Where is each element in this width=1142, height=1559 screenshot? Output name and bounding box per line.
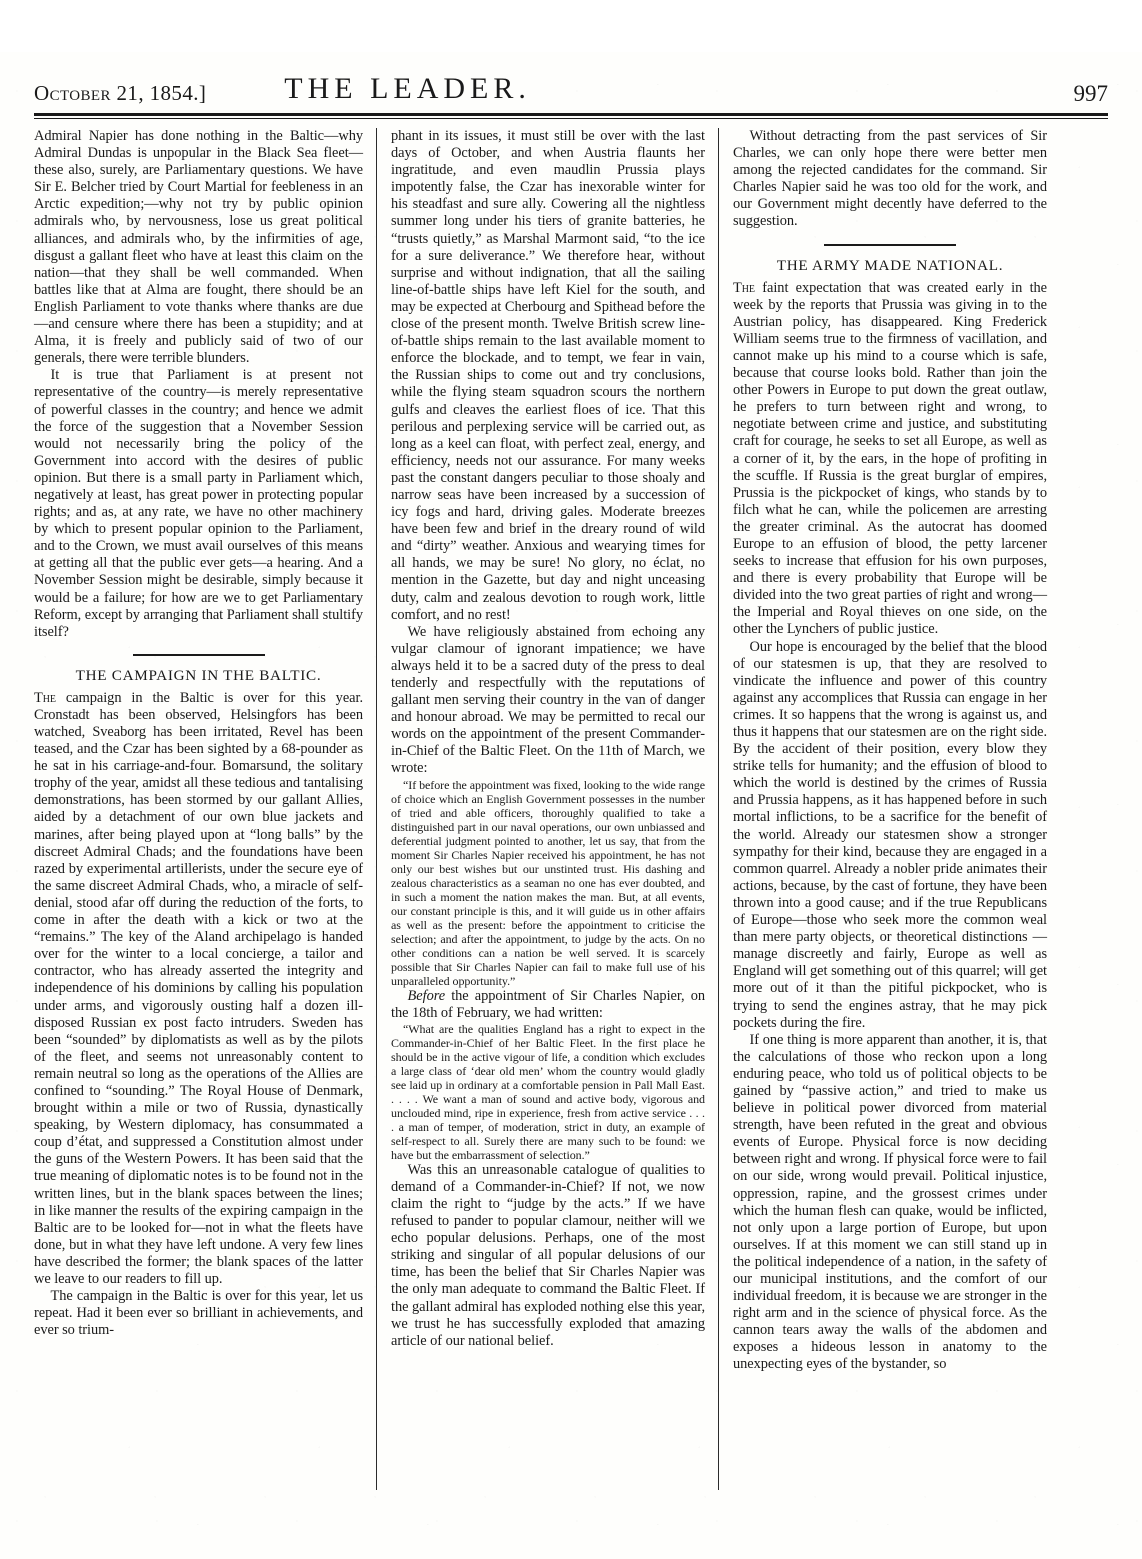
article-heading: THE CAMPAIGN IN THE BALTIC. <box>75 666 322 684</box>
body-paragraph <box>391 624 705 778</box>
masthead <box>34 52 1108 108</box>
section-divider-rule <box>824 244 956 246</box>
body-paragraph <box>34 690 363 1288</box>
paragraph-text: Our hope is encouraged by the belief that the blood of our statesmen is up, that they are resolved to vindicate the influence and power of this country against any accomplices that Russia can engage in her crimes. It so happens that the wrong is against us, and thus it happens that our statesmen are on the right side. By the accident of their position, every blow they strike tells for humanity; and the effusion of blood to which the world is destined by the crimes of Russia and Prussia happens, as it has happened before in such mortal inflictions, to be a sacrifice for the benefit of the world. Already our statesmen show a stronger sympathy for their kind, because they are engaged in a common quarrel. Already a nobler pride animates their actions, because, by the cast of fortune, they have been thrown into a good cause; and if the true Republicans of Europe—those who seek more the common weal than mere party objects, or theoretical distinctions — manage discreetly and fairly, Europe as well as England will get something out of this quarrel; will get more out of it than the pitiful pickpocket, who is trying to send the engines astray, that he may pick pockets during the fire. <box>733 638 1047 1031</box>
masthead-rule-thick <box>34 113 1108 116</box>
page-number: 997 <box>1073 81 1108 106</box>
body-paragraph <box>34 1288 363 1339</box>
paragraph-text: It is true that Parliament is at present not representative of the country—is merely representative of powerful classes in the country; and hence we admit the force of the suggestion that a November Session would not necessarily bring the policy of the Government into accord with the desires of public opinion. But there is a small party in Parliament which, negatively at least, has great power in protecting popular rights; and as, at any rate, we have no other machinery by which to present popular opinion to the Parliament, and to the Crown, we must avail ourselves of this means at getting all that the public ever gets—a hearing. And a November Session might be desirable, simply because it would be a failure; for how are we to get Parliamentary Reform, except by arranging that Parliament shall stultify itself? <box>34 367 363 640</box>
body-paragraph <box>391 1162 705 1350</box>
paragraph-text: the appointment of Sir Charles Napier, on the 18th of February, we had written: <box>391 987 705 1021</box>
quoted-extract-paragraph <box>391 1022 705 1162</box>
body-paragraph <box>733 1032 1047 1374</box>
column-3 <box>718 128 1047 1490</box>
paragraph-text: “What are the qualities England has a right to expect in the Commander-in-Chief of her Baltic Fleet. In the first place he should be in the active vigour of life, a condition which excludes a large class of ‘dear old men’ whom the country would gladly see laid up in ordinary at a comfortable pension in Pall Mall East. . . . . We want a man of sound and active body, vigorous and unclouded mind, ripe in experience, fresh from active service . . . . a man of temper, of moderation, strict in duty, an example of self-respect to all. Surely there are many such to be found: we have but the embarrassment of selection.” <box>391 1021 705 1162</box>
paragraph-text: Admiral Napier has done nothing in the Baltic—why Admiral Dundas is unpopular in the Black Sea fleet—these also, surely, are Parliamentary questions. We have Sir E. Belcher tried by Court Martial for feebleness in an Arctic expedition;—why not try by public opinion admirals who, by nervousness, lose us great political alliances, and admirals who, by the infirmities of age, disgust a gallant fleet who have at least this claim on the nation—that they shall be well commanded. When battles like that at Alma are fought, there should be an English Parliament to vote thanks where thanks are due—and censure where there has been a stupidity; and at Alma, it is freely and publicly said of two of our generals, there were terrible blunders. <box>34 128 363 367</box>
paragraph-text: campaign in the Baltic is over for this year. Cronstadt has been observed, Helsingfors has been watched, Sveaborg has been irritated, Revel has been teased, and the Czar has been sighted by a 68-pounder as he sat in his carriage-and-four. Bomarsund, the solitary trophy of the year, amidst all these tedious and tantalising demonstrations, has been stormed by our gallant Allies, aided by a detachment of our own blue jackets and marines, after being played upon at “long balls” by the discreet Admiral Chads; and the foundations have been razed by experimental artillerists, under the secure eye of the same discreet Admiral Chads, who, a miracle of self-denial, stood afar off during the reduction of the forts, to come in after the death with a kick or two at the “remains.” The key of the Aland archipelago is handed over for the winter to a local concierge, a tailor and contractor, who has already asserted the integrity and independence of his dominions by calling his population under arms, and vigorously ousting half a dozen ill-disposed Russian ex post facto intruders. Sweden has been “sounded” by diplomatists as well as by the pilots of the fleet, and seems not unreasonably content to remain neutral so long as the operations of the Allies are confined to “sounding.” The Royal House of Denmark, brought within a mile or two of Russia, dynastically speaking, by Western diplomacy, has consummated a coup d’état, and suppressed a Constitution almost under the guns of the Western Powers. It has been said that the true meaning of diplomatic notes is to be found not in the written lines, but in the blank spaces between the lines; in like manner the results of the expiring campaign in the Baltic are to be looked for—not in what the fleets have done, but in what they have left undone. A very few lines have described the former; the blank spaces of the latter we leave to our readers to fill up. <box>34 689 363 1287</box>
paragraph-text: If one thing is more apparent than another, it is, that the calculations of those who reckon upon a long enduring peace, who told us of political objects to be gained by “passive action,” and tried to make us believe in political power divorced from material strength, have been refuted in the great and obvious events of Europe. Physical force is now deciding between right and wrong. If physical force were to fail on our side, wrong would prevail. Political injustice, oppression, rapine, and the grossest crimes under which the human flesh can quake, would be inflicted, not only upon a large portion of Europe, but upon ourselves. If at this moment we can still stand up in the political independence of a nation, in the safety of our municipal institutions, and the comfort of our individual freedom, it is because we are stronger in the right arm and in the science of physical force. As the cannon tears away the walls of the abdomen and exposes a hideous lesson in anatomy to the unexpecting eyes of the bystander, so <box>733 1031 1047 1373</box>
masthead-rule-thin <box>34 118 1108 119</box>
masthead-date: October 21, 1854.] <box>34 81 207 105</box>
paragraph-text: phant in its issues, it must still be over with the last days of October, and when Austria flaunts her ingratitude, and even maudlin Prussia plays impotently false, the Czar has inexorable winter for his steadfast and sure ally. Cowering all the nightless summer long under his tiers of granite batteries, he “trusts quietly,” as Marshal Marmont said, “to the ice for a sure deliverance.” We therefore hear, without surprise and without indignation, that all the sailing line-of-battle ships have left Kiel for the south, and may be expected at Cherbourg and Spithead before the close of the present month. Twelve British screw line-of-battle ships remain to the last available moment to enforce the blockade, and to tempt, we fear in vain, the Russian ships to come out and try conclusions, while the flying steam squadron scours the northern gulfs and cleaves the earliest floes of ice. That this perilous and perplexing service will be carried out, as long as a keel can float, with perfect zeal, energy, and efficiency, needs not our assurance. For many weeks past the constant dangers peculiar to those shoaly and narrow seas have been increased by a succession of icy fogs and hard, driving gales. Moderate breezes have been few and brief in the dreary round of wild and “dirty” weather. Anxious and wearying times for all hands, we may be sure! No glory, no éclat, no mention in the Gazette, but day and night unceasing duty, calm and zealous devotion to rough work, little comfort, and no rest! <box>391 128 705 623</box>
body-paragraph <box>391 988 705 1022</box>
paragraph-lead-italic: Before <box>407 987 446 1004</box>
section-divider-rule <box>133 654 265 656</box>
paragraph-text: The campaign in the Baltic is over for this year, let us repeat. Had it been ever so brilliant in achievements, and ever so trium- <box>34 1288 363 1339</box>
column-2 <box>376 128 705 1490</box>
paragraph-text: Was this an unreasonable catalogue of qualities to demand of a Commander-in-Chief? If not, we now claim the right to “judge by the acts.” If we have refused to pander to popular clamour, neither will we echo popular delusions. Perhaps, one of the most striking and singular of all popular delusions of our time, has been the belief that Sir Charles Napier was the only man adequate to command the Baltic Fleet. If the gallant admiral has exploded nothing else this year, we trust he has successfully exploded that amazing article of our national belief. <box>391 1161 705 1349</box>
paragraph-text: We have religiously abstained from echoing any vulgar clamour of ignorant impatience; we have always held it to be a sacred duty of the press to deal tenderly and respectfully with the reputations of gallant men serving their country in the van of danger and honour abroad. We may be permitted to recal our words on the appointment of the present Commander-in-Chief of the Baltic Fleet. On the 11th of March, we wrote: <box>391 623 705 777</box>
body-paragraph <box>733 639 1047 1032</box>
paragraph-text: “If before the appointment was fixed, looking to the wide range of choice which an English Government possesses in the number of tried and able officers, thoroughly qualified to take a distinguished part in our naval operations, our own unbiassed and deferential judgment pointed to another, let us say, that from the moment Sir Charles Napier received his appointment, he has not only our best wishes but our unstinted trust. His dashing and zealous characteristics as a seaman no one has ever doubted, and in such a moment the nation makes the man. But, at all events, our constant principle is this, and it will guide us in other affairs as well as the present: before the appointment to criticise the selection; and after the appointment, to judge by the acts. On no other conditions can a nation be well served. It is scarcely possible that Sir Charles Napier can fail to make full use of his unparalleled opportunity.” <box>391 777 705 988</box>
body-paragraph <box>34 128 363 367</box>
article-heading: THE ARMY MADE NATIONAL. <box>776 256 1004 274</box>
paragraph-lead-smallcaps: The <box>733 279 755 296</box>
column-container <box>34 128 1108 1490</box>
masthead-title: THE LEADER. <box>284 72 531 105</box>
newspaper-page <box>0 52 1142 1559</box>
paragraph-text: faint expectation that was created early in the week by the reports that Prussia was giving in to the Austrian policy, has disappeared. King Frederick William seems true to the firmness of vacillation, and cannot make up his mind to a course which is safe, because that course looks bold. Rather than join the other Powers in Europe to put down the great outlaw, he prefers to turn between right and wrong, to negotiate between crime and justice, and substituting craft for courage, he seeks to set all Europe, as well as a corner of it, by the ears, in the hope of profiting in the scuffle. If Russia is the great burglar of empires, Prussia is the pickpocket of kings, who stands by to filch what he can, while the policemen are arresting the greater criminal. As the autocrat has doomed Europe to an effusion of blood, the petty larcener seeks to increase that effusion for his own purposes, and there is every probability that Europe will be divided into the two great parties of right and wrong—the Imperial and Royal thieves on one side, on the other the Lynchers of public justice. <box>733 279 1047 638</box>
body-paragraph <box>34 367 363 641</box>
quoted-extract-paragraph <box>391 778 705 988</box>
body-paragraph <box>733 128 1047 231</box>
paragraph-text: Without detracting from the past services of Sir Charles, we can only hope there were better men among the rejected candidates for the command. Sir Charles Napier said he was too old for the work, and our Government might decently have deferred to the suggestion. <box>733 128 1047 230</box>
body-paragraph <box>733 280 1047 639</box>
column-1 <box>34 128 363 1490</box>
paragraph-lead-smallcaps: The <box>34 689 56 706</box>
body-paragraph <box>391 128 705 624</box>
